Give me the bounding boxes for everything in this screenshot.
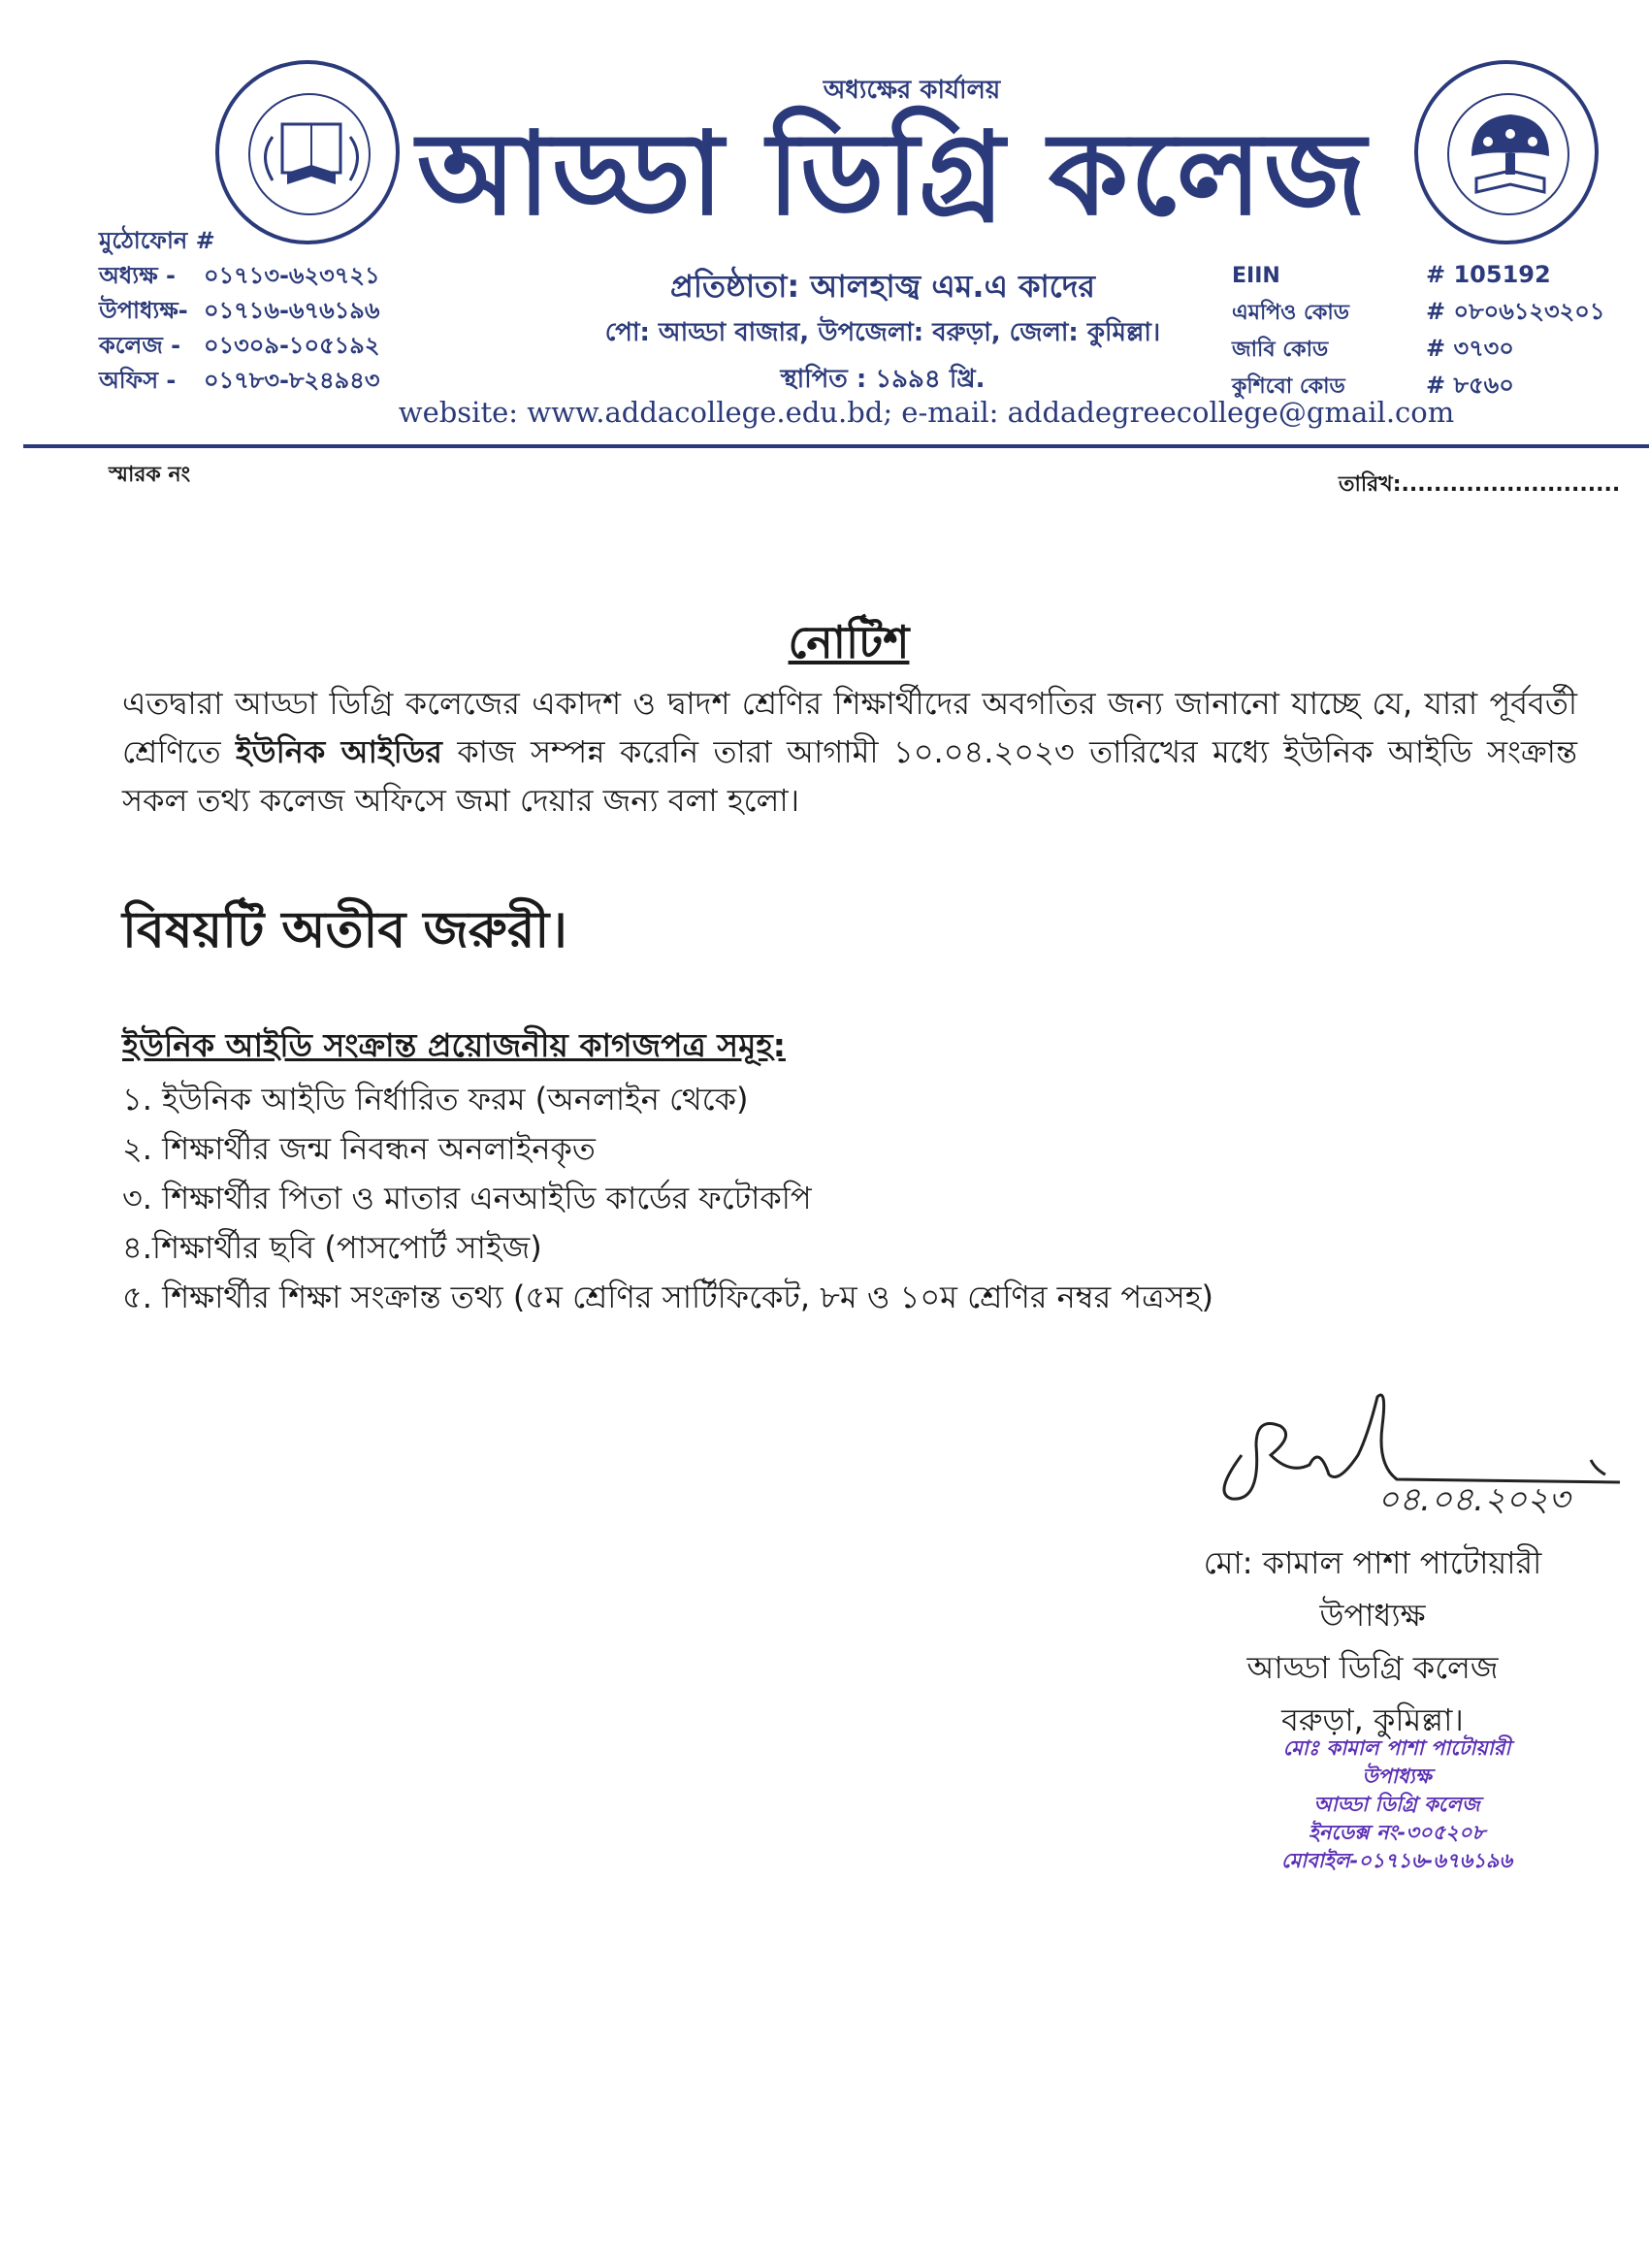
signatory-designation: উপাধ্যক্ষ: [1319, 1597, 1426, 1634]
list-item: ১. ইউনিক আইডি নির্ধারিত ফরম (অনলাইন থেকে): [122, 1081, 749, 1118]
phone-row: [99, 328, 380, 363]
phone-label: অফিস -: [99, 367, 177, 394]
code-label: EIIN: [1232, 264, 1280, 288]
stamp-line: মোঃ কামাল পাশা পাটোয়ারী: [1282, 1736, 1511, 1760]
address-line: পো: আড্ডা বাজার, উপজেলা: বরুড়া, জেলা: কুমিল্লা।: [604, 318, 1161, 347]
notice-body: [122, 679, 1577, 825]
notice-body-bold: ইউনিক আইডির: [236, 733, 442, 770]
handwritten-date: ০৪.০৪.২০২৩: [1377, 1480, 1570, 1519]
stamp-line: ইনডেক্স নং-৩০৫২০৮: [1308, 1821, 1486, 1844]
code-row: [1232, 294, 1604, 331]
phone-label: উপাধ্যক্ষ-: [99, 297, 188, 324]
stamp-line: মোবাইল-০১৭১৬-৬৭৬১৯৬: [1280, 1849, 1513, 1872]
phone-value: ০১৭৮৩-৮২৪৯৪৩: [204, 367, 380, 394]
founder-line: প্রতিষ্ঠাতা: আলহাজ্ব এম.এ কাদের: [669, 268, 1096, 305]
phone-value: ০১৩০৯-১০৫১৯২: [204, 332, 380, 359]
memo-number-label: স্মারক নং: [109, 463, 191, 487]
official-stamp: [1222, 1734, 1571, 1875]
code-row: [1232, 257, 1604, 294]
signatory-location: বরুড়া, কুমিল্লা।: [1281, 1701, 1464, 1738]
website-email-line: website: www.addacollege.edu.bd; e-mail: addadegreecollege@gmail.com: [398, 396, 1455, 429]
notice-body-part2: কাজ সম্পন্ন করেনি তারা আগামী ১০.০৪.২০২৩ তারিখের মধ্যে ইউনিক আইডি সংক্রান্ত সকল তথ্য কলেজ অফিসে জমা দেয়ার জন্য বলা হলো।: [122, 733, 1577, 819]
code-label: কুশিবো কোড: [1232, 374, 1345, 399]
list-item: ২. শিক্ষার্থীর জন্ম নিবন্ধন অনলাইনকৃত: [122, 1130, 596, 1167]
urgent-statement: বিষয়টি অতীব জরুরী।: [122, 901, 567, 959]
required-docs-list: [122, 1075, 1213, 1322]
phone-value: ০১৭১৩-৬২৩৭২১: [204, 262, 380, 289]
code-label: এমপিও কোড: [1232, 301, 1349, 325]
phone-numbers-block: [99, 223, 380, 398]
phone-row: [99, 363, 380, 398]
signatory-college: আড্ডা ডিগ্রি কলেজ: [1246, 1649, 1499, 1686]
college-name-title: আড্ডা ডিগ্রি কলেজ: [416, 107, 1369, 241]
phone-value: ০১৭১৬-৬৭৬১৯৬: [204, 297, 380, 324]
institution-codes-block: [1232, 257, 1604, 405]
right-motto-seal: [1414, 60, 1599, 244]
phone-row: [99, 293, 380, 328]
list-item: ৫. শিক্ষার্থীর শিক্ষা সংক্রান্ত তথ্য (৫ম শ্রেণির সার্টিফিকেট, ৮ম ও ১০ম শ্রেণির নম্বর পত্রসহ): [122, 1279, 1214, 1315]
phone-label: অধ্যক্ষ -: [99, 262, 176, 289]
list-item: ৪.শিক্ষার্থীর ছবি (পাসপোর্ট সাইজ): [122, 1229, 542, 1266]
signatory-block: [1154, 1537, 1591, 1746]
notice-body-part1: এতদ্বারা আড্ডা ডিগ্রি কলেজের একাদশ ও দ্বাদশ শ্রেণির শিক্ষার্থীদের অবগতির জন্য জানানো যাচ্ছে যে, যারা পূর্ববর্তী শ্রেণিতে: [122, 685, 1577, 770]
stamp-line: আড্ডা ডিগ্রি কলেজ: [1313, 1793, 1480, 1816]
date-label: তারিখ:...........................: [1339, 472, 1621, 497]
header-divider: [23, 444, 1649, 448]
code-row: [1232, 368, 1604, 405]
tree-people-book-icon: [1418, 64, 1602, 248]
phone-label: কলেজ -: [99, 332, 181, 359]
stamp-line: উপাধ্যক্ষ: [1362, 1765, 1432, 1788]
code-row: [1232, 331, 1604, 368]
code-value: # 105192: [1426, 261, 1551, 288]
code-label: জাবি কোড: [1232, 338, 1329, 362]
list-item: ৩. শিক্ষার্থীর পিতা ও মাতার এনআইডি কার্ডের ফটোকপি: [122, 1180, 812, 1216]
signatory-name: মো: কামাল পাশা পাটোয়ারী: [1203, 1544, 1542, 1581]
code-value: # ৮৫৬০: [1426, 372, 1514, 399]
code-value: # ০৮০৬১২৩২০১: [1426, 298, 1605, 325]
established-line: স্থাপিত : ১৯৯৪ খ্রি.: [780, 365, 986, 394]
phones-title: মুঠোফোন #: [99, 227, 215, 254]
phone-row: [99, 258, 380, 293]
required-docs-heading: ইউনিক আইডি সংক্রান্ত প্রয়োজনীয় কাগজপত্র সমূহ:: [122, 1026, 786, 1064]
book-emblem-icon: [219, 64, 404, 248]
left-college-seal: [215, 60, 400, 244]
code-value: # ৩৭৩০: [1426, 335, 1514, 362]
notice-title: নোটিশ: [788, 616, 910, 668]
office-label: অধ্যক্ষের কার্যালয়: [823, 76, 1001, 105]
